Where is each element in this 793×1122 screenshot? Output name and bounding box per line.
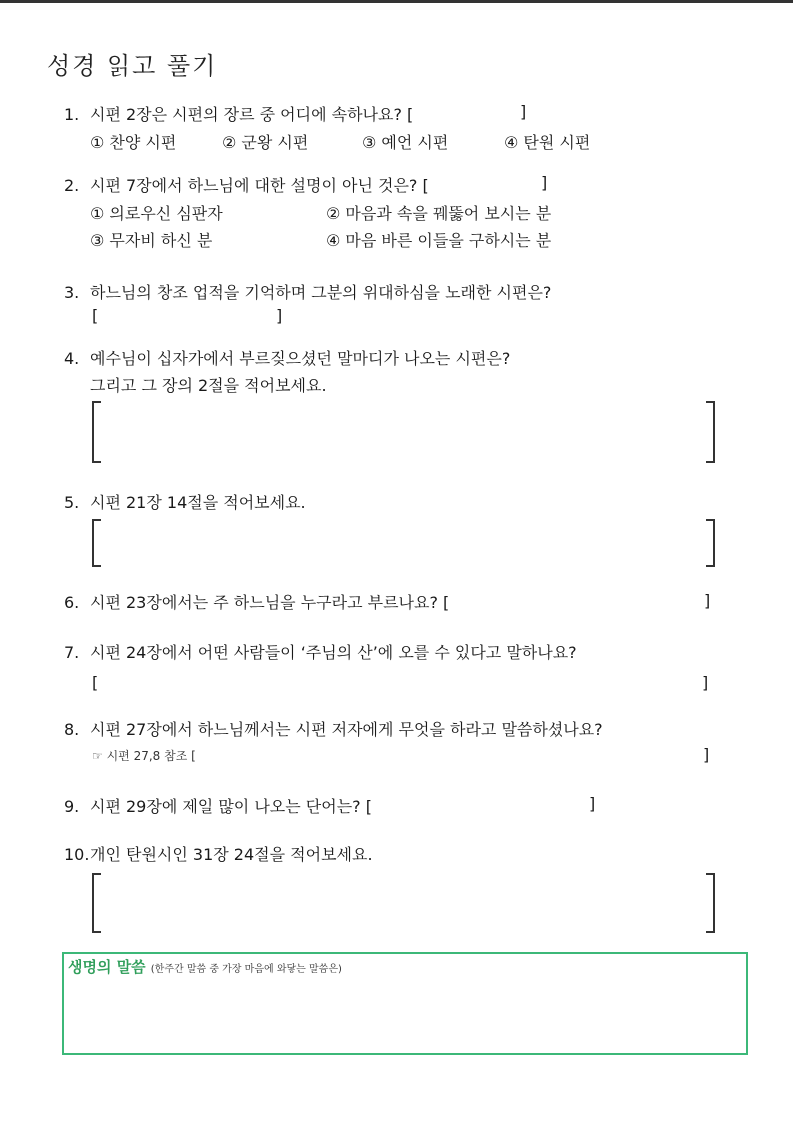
answer-bracket-close [706, 873, 715, 933]
question-text: 시편 2장은 시편의 장르 중 어디에 속하나요? [ [90, 105, 414, 124]
question-text: 시편 24장에서 어떤 사람들이 ‘주님의 산’에 오를 수 있다고 말하나요? [90, 643, 577, 662]
scan-edge-line [0, 0, 793, 3]
question-6 [64, 590, 449, 613]
question-5 [64, 490, 306, 513]
page-title: 성경 읽고 풀기 [47, 52, 218, 80]
reference-note: ☞ 시편 27,8 참조 [ [92, 749, 196, 763]
question-7 [64, 640, 577, 663]
answer-bracket-open [92, 519, 101, 567]
question-number: 9. [64, 797, 80, 816]
question-3 [64, 280, 551, 303]
answer-bracket-open: [ [92, 306, 99, 325]
word-of-life-title: 생명의 말씀 [68, 958, 146, 976]
question-text: 시편 23장에서는 주 하느님을 누구라고 부르나요? [ [90, 593, 450, 612]
option-1: ① 찬양 시편 [90, 133, 177, 152]
question-4 [64, 346, 510, 369]
option-3: ③ 무자비 하신 분 [90, 231, 213, 250]
option-4: ④ 마음 바른 이들을 구하시는 분 [326, 231, 552, 250]
question-10 [64, 842, 373, 865]
question-text: 예수님이 십자가에서 부르짖으셨던 말마디가 나오는 시편은? [90, 349, 511, 368]
option-2: ② 마음과 속을 꿰뚫어 보시는 분 [326, 204, 552, 223]
question-text: 개인 탄원시인 31장 24절을 적어보세요. [90, 845, 373, 864]
option-3: ③ 예언 시편 [362, 133, 449, 152]
question-text: 시편 21장 14절을 적어보세요. [90, 493, 306, 512]
question-number: 3. [64, 283, 80, 302]
answer-bracket-close: ] [589, 794, 596, 813]
question-number: 10. [64, 845, 90, 864]
word-of-life-subtitle: (한주간 말씀 중 가장 마음에 와닿는 말씀은) [150, 964, 342, 975]
question-number: 7. [64, 643, 80, 662]
question-number: 1. [64, 105, 80, 124]
answer-bracket-close: ] [520, 102, 527, 121]
answer-bracket-close: ] [703, 745, 710, 764]
question-text: 시편 27장에서 하느님께서는 시편 저자에게 무엇을 하라고 말씀하셨나요? [90, 720, 603, 739]
question-number: 8. [64, 720, 80, 739]
answer-bracket-close: ] [541, 173, 548, 192]
answer-bracket-open [92, 401, 101, 463]
question-4-line-2: 그리고 그 장의 2절을 적어보세요. [90, 376, 327, 395]
answer-bracket-close: ] [702, 673, 709, 692]
question-text: 시편 29장에 제일 많이 나오는 단어는? [ [90, 797, 372, 816]
question-number: 6. [64, 593, 80, 612]
option-1: ① 의로우신 심판자 [90, 204, 223, 223]
question-text: 시편 7장에서 하느님에 대한 설명이 아닌 것은? [ [90, 176, 429, 195]
question-1 [64, 102, 413, 125]
answer-bracket-close: ] [276, 306, 283, 325]
question-number: 5. [64, 493, 80, 512]
answer-bracket-open: [ [92, 673, 99, 692]
answer-bracket-close: ] [704, 591, 711, 610]
answer-bracket-close [706, 519, 715, 567]
question-number: 4. [64, 349, 80, 368]
question-9 [64, 794, 372, 817]
question-2 [64, 173, 429, 196]
word-of-life-heading [68, 956, 342, 977]
answer-bracket-close [706, 401, 715, 463]
question-text: 하느님의 창조 업적을 기억하며 그분의 위대하심을 노래한 시편은? [90, 283, 552, 302]
option-2: ② 군왕 시편 [222, 133, 309, 152]
option-4: ④ 탄원 시편 [504, 133, 591, 152]
question-8 [64, 717, 603, 740]
question-number: 2. [64, 176, 80, 195]
answer-bracket-open [92, 873, 101, 933]
